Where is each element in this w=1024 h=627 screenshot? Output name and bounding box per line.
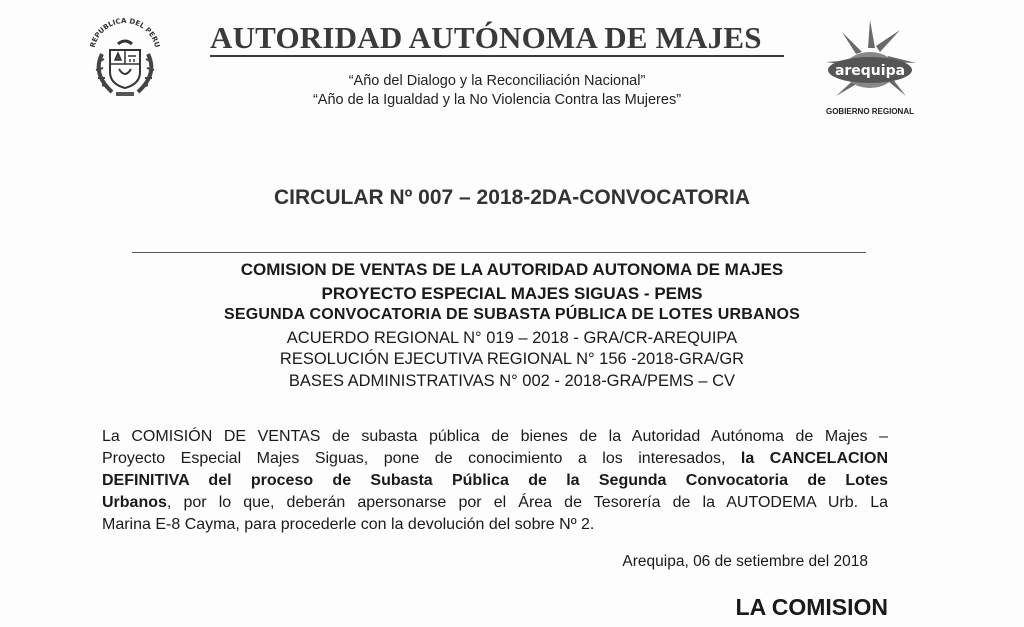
heading-line-acuerdo: ACUERDO REGIONAL N° 019 – 2018 - GRA/CR-AREQUIPA bbox=[286, 329, 738, 347]
body-line-2-text: Proyecto Especial Majes Siguas, pone de conocimiento a los interesados, bbox=[102, 450, 741, 467]
body-line-3: DEFINITIVA del proceso de Subasta Pública de la Segunda Convocatoria de Lotes bbox=[102, 472, 888, 489]
heading-line-convocatoria: SEGUNDA CONVOCATORIA DE SUBASTA PÚBLICA DE LOTES URBANOS bbox=[224, 306, 800, 323]
body-line-4-text: , por lo que, deberán apersonarse por el Área de Tesorería de la AUTODEMA Urb. La bbox=[166, 494, 888, 511]
body-paragraph bbox=[102, 426, 888, 536]
title-underline bbox=[210, 55, 784, 57]
heading-line-bases: BASES ADMINISTRATIVAS N° 002 - 2018-GRA/PEMS – CV bbox=[288, 372, 736, 390]
body-line-2 bbox=[102, 448, 888, 470]
body-line-5: Marina E-8 Cayma, para procederle con la devolución del sobre Nº 2. bbox=[102, 516, 595, 533]
peru-national-crest-icon bbox=[82, 14, 168, 100]
signature-block: LA COMISION bbox=[735, 594, 888, 620]
regional-logo-caption: GOBIERNO REGIONAL bbox=[825, 107, 914, 116]
arequipa-regional-logo-icon bbox=[820, 18, 920, 118]
svg-text:REPUBLICA DEL PERU: REPUBLICA DEL PERU bbox=[88, 16, 162, 49]
year-motto-line-1: “Año del Dialogo y la Reconciliación Nacional” bbox=[348, 73, 646, 89]
circular-title: CIRCULAR Nº 007 – 2018-2DA-CONVOCATORIA bbox=[274, 186, 750, 209]
body-line-4-emphasis: Urbanos bbox=[102, 494, 167, 511]
year-motto-line-2: “Año de la Igualdad y la No Violencia Contra las Mujeres” bbox=[312, 92, 682, 108]
body-line-4 bbox=[102, 492, 888, 514]
organization-title: AUTORIDAD AUTÓNOMA DE MAJES bbox=[210, 20, 762, 55]
date-line: Arequipa, 06 de setiembre del 2018 bbox=[622, 553, 868, 570]
heading-line-commission: COMISION DE VENTAS DE LA AUTORIDAD AUTONOMA DE MAJES bbox=[240, 260, 784, 279]
separator-line bbox=[132, 252, 866, 253]
body-line-1: La COMISIÓN DE VENTAS de subasta pública de bienes de la Autoridad Autónoma de Majes – bbox=[102, 428, 888, 445]
body-line-2-emphasis: la CANCELACION bbox=[740, 450, 888, 467]
svg-text:arequipa: arequipa bbox=[834, 63, 906, 79]
heading-line-project: PROYECTO ESPECIAL MAJES SIGUAS - PEMS bbox=[321, 284, 703, 303]
heading-line-resolucion: RESOLUCIÓN EJECUTIVA REGIONAL N° 156 -2018-GRA/GR bbox=[279, 350, 745, 368]
